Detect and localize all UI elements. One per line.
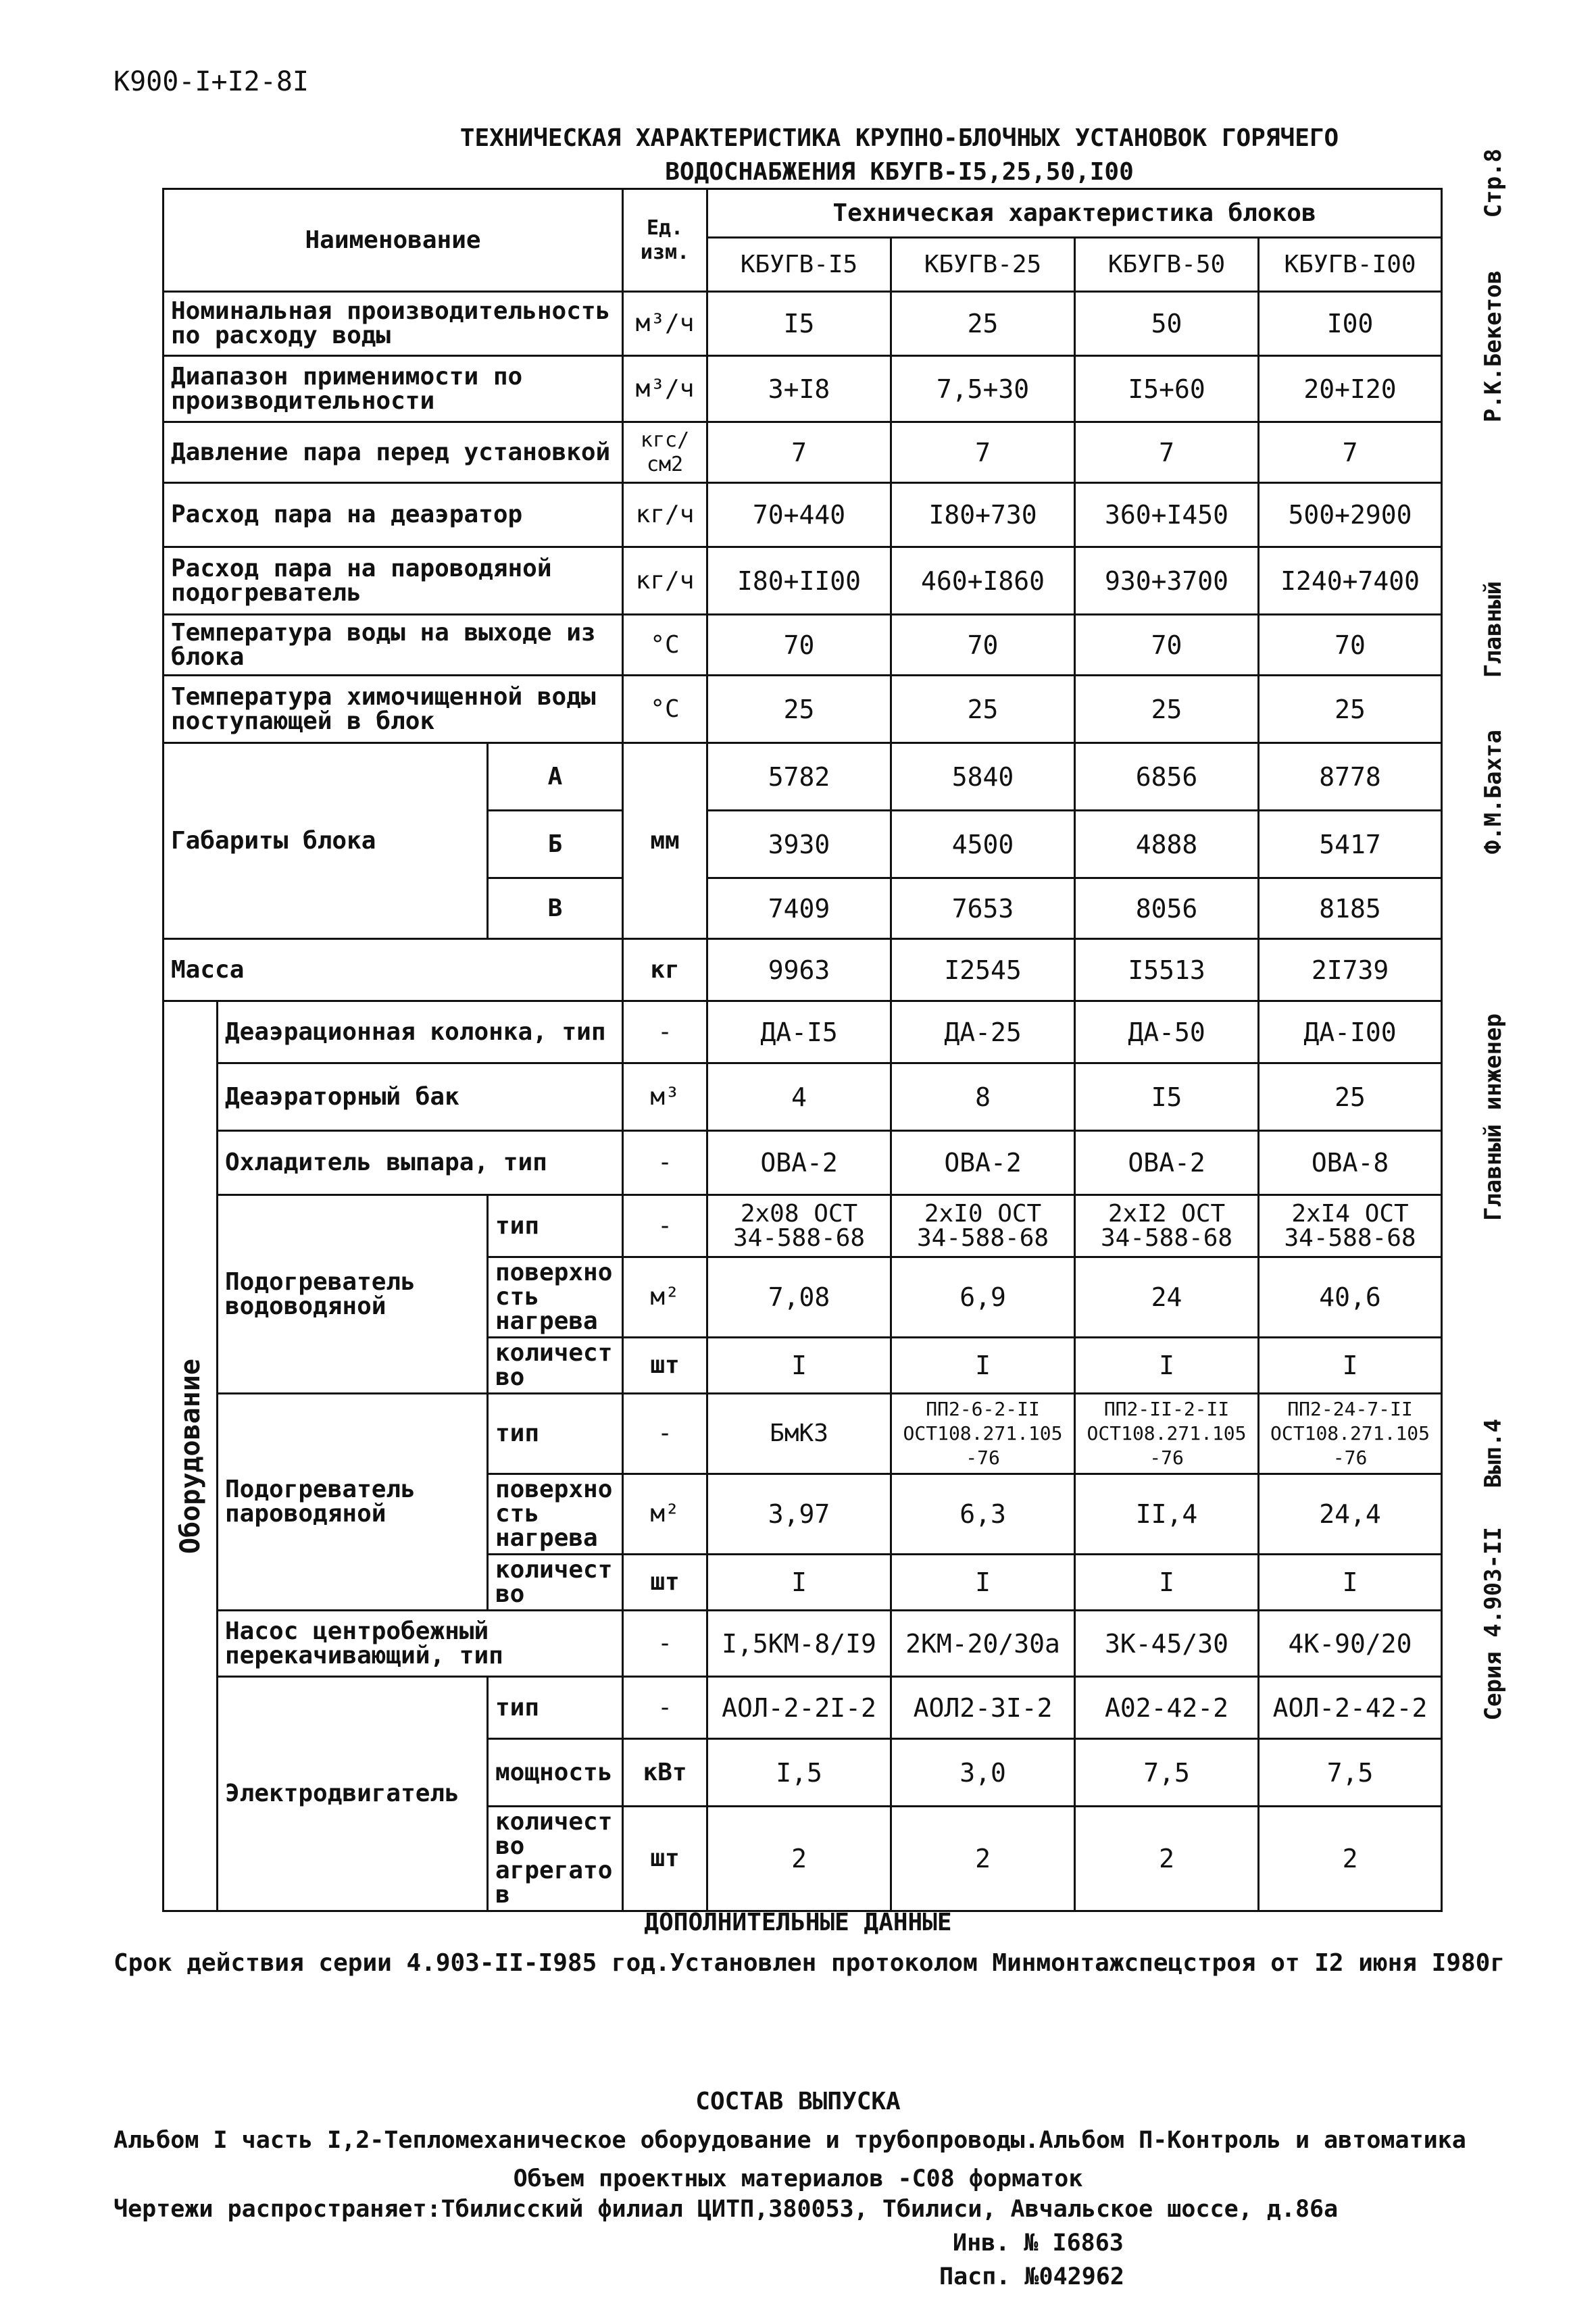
cell-value: 25 (1259, 676, 1442, 743)
row-label: Температура химочищенной воды поступающей в блок (164, 676, 623, 743)
cell-value: I5 (1075, 1063, 1259, 1131)
signer-name: Ф.М.Бахта (1480, 730, 1507, 855)
cell-value: АОЛ-2-42-2 (1259, 1677, 1442, 1739)
contents-heading: СОСТАВ ВЫПУСКА (695, 2088, 901, 2115)
cell-value: I,5КМ-8/I9 (707, 1611, 891, 1677)
contents-line1: Альбом I часть I,2-Тепломеханическое оборудование и трубопроводы.Альбом П-Контроль и автоматика (114, 2127, 1466, 2154)
series-number: Серия 4.903-II (1480, 1527, 1507, 1721)
cell-value: I5 (707, 292, 891, 356)
sub-label: поверхность нагрева (488, 1257, 623, 1338)
row-unit: - (623, 1131, 707, 1195)
cell-value: ДА-25 (891, 1001, 1075, 1063)
cell-value: 2I739 (1259, 939, 1442, 1001)
equipment-group (164, 1001, 218, 1911)
cell-value: 2хI0 ОСТ 34-588-68 (891, 1195, 1075, 1257)
cell-value: ДА-I5 (707, 1001, 891, 1063)
cell-value: I (1075, 1555, 1259, 1611)
cell-value: 5782 (707, 743, 891, 811)
row-label: Охладитель выпара, тип (218, 1131, 623, 1195)
cell-value: 360+I450 (1075, 483, 1259, 547)
dimension-label: Б (488, 811, 623, 878)
cell-value: I2545 (891, 939, 1075, 1001)
cell-value: ДА-I00 (1259, 1001, 1442, 1063)
cell-value: 6856 (1075, 743, 1259, 811)
row-unit: кг/ч (623, 483, 707, 547)
row-unit: кгс/ см2 (623, 422, 707, 483)
cell-value: 4К-90/20 (1259, 1611, 1442, 1677)
document-title-line1: ТЕХНИЧЕСКАЯ ХАРАКТЕРИСТИКА КРУПНО-БЛОЧНЫХ УСТАНОВОК ГОРЯЧЕГО (459, 124, 1339, 152)
row-unit: - (623, 1611, 707, 1677)
row-unit: кг/ч (623, 547, 707, 615)
cell-value: 8 (891, 1063, 1075, 1131)
cell-value: 8056 (1075, 878, 1259, 939)
cell-value: I (707, 1555, 891, 1611)
cell-value: 4888 (1075, 811, 1259, 878)
cell-value: 8778 (1259, 743, 1442, 811)
cell-value: 7,08 (707, 1257, 891, 1338)
row-unit: м² (623, 1257, 707, 1338)
header-model: КБУГВ-25 (891, 238, 1075, 292)
cell-value: 5417 (1259, 811, 1442, 878)
spec-table (162, 188, 1443, 1912)
sub-label: количество (488, 1338, 623, 1394)
row-unit: м³ (623, 1063, 707, 1131)
cell-value: 6,9 (891, 1257, 1075, 1338)
cell-value: 2 (891, 1807, 1075, 1911)
cell-value: 50 (1075, 292, 1259, 356)
contents-line2: Объем проектных материалов -С08 форматок (513, 2165, 1083, 2192)
row-label: Деаэраторный бак (218, 1063, 623, 1131)
row-unit: кВт (623, 1739, 707, 1807)
sub-label: поверхность нагрева (488, 1474, 623, 1555)
cell-value: ОВА-8 (1259, 1131, 1442, 1195)
cell-value: АОЛ-2-2I-2 (707, 1677, 891, 1739)
cell-value: 3,97 (707, 1474, 891, 1555)
row-unit: шт (623, 1555, 707, 1611)
header-name: Наименование (164, 189, 623, 292)
document-code: К900-I+I2-8I (114, 66, 309, 97)
cell-value: ПП2-II-2-II ОСТ108.271.105-76 (1075, 1394, 1259, 1474)
row-unit: м³/ч (623, 356, 707, 422)
row-label: Деаэрационная колонка, тип (218, 1001, 623, 1063)
row-label: Габариты блока (164, 743, 488, 939)
cell-value: ОВА-2 (707, 1131, 891, 1195)
cell-value: 2КМ-20/30а (891, 1611, 1075, 1677)
header-model: КБУГВ-I5 (707, 238, 891, 292)
row-unit: мм (623, 743, 707, 939)
row-label: Расход пара на деаэратор (164, 483, 623, 547)
row-unit: - (623, 1001, 707, 1063)
cell-value: 70 (1075, 615, 1259, 676)
cell-value: 4500 (891, 811, 1075, 878)
cell-value: ПП2-24-7-II ОСТ108.271.105-76 (1259, 1394, 1442, 1474)
cell-value: 460+I860 (891, 547, 1075, 615)
cell-value: I00 (1259, 292, 1442, 356)
cell-value: I,5 (707, 1739, 891, 1807)
cell-value: 7 (707, 422, 891, 483)
cell-value: 3К-45/30 (1075, 1611, 1259, 1677)
row-label: Диапазон применимости по производительности (164, 356, 623, 422)
cell-value: I (1259, 1338, 1442, 1394)
cell-value: 5840 (891, 743, 1075, 811)
sub-label: мощность (488, 1739, 623, 1807)
cell-value: 9963 (707, 939, 891, 1001)
row-unit: °C (623, 615, 707, 676)
cell-value: 70 (707, 615, 891, 676)
cell-value: I80+II00 (707, 547, 891, 615)
cell-value: АОЛ2-3I-2 (891, 1677, 1075, 1739)
cell-value: I5513 (1075, 939, 1259, 1001)
cell-value: 3+I8 (707, 356, 891, 422)
page-number: Стр.8 (1480, 149, 1507, 218)
row-unit: шт (623, 1338, 707, 1394)
row-unit: шт (623, 1807, 707, 1911)
row-unit: м² (623, 1474, 707, 1555)
cell-value: ДА-50 (1075, 1001, 1259, 1063)
cell-value: 70+440 (707, 483, 891, 547)
cell-value: 25 (707, 676, 891, 743)
contents-line3: Чертежи распространяет:Тбилисский филиал ЦИТП,380053, Тбилиси, Авчальское шоссе, д.86а (114, 2196, 1339, 2223)
row-label: Давление пара перед установкой (164, 422, 623, 483)
row-unit: м³/ч (623, 292, 707, 356)
additional-heading: ДОПОЛНИТЕЛЬНЫЕ ДАННЫЕ (644, 1909, 952, 1936)
cell-value: 500+2900 (1259, 483, 1442, 547)
cell-value: I80+730 (891, 483, 1075, 547)
cell-value: 7653 (891, 878, 1075, 939)
cell-value: 2х08 ОСТ 34-588-68 (707, 1195, 891, 1257)
row-label: Расход пара на пароводяной подогреватель (164, 547, 623, 615)
cell-value: I5+60 (1075, 356, 1259, 422)
cell-value: 7 (1259, 422, 1442, 483)
cell-value: 25 (1259, 1063, 1442, 1131)
cell-value: 3930 (707, 811, 891, 878)
cell-value: 2хI4 ОСТ 34-588-68 (1259, 1195, 1442, 1257)
cell-value: II,4 (1075, 1474, 1259, 1555)
header-model: КБУГВ-50 (1075, 238, 1259, 292)
cell-value: 7 (891, 422, 1075, 483)
row-label: Температура воды на выходе из блока (164, 615, 623, 676)
cell-value: 25 (891, 292, 1075, 356)
cell-value: I (891, 1555, 1075, 1611)
header-unit: Ед. изм. (623, 189, 707, 292)
cell-value: 20+I20 (1259, 356, 1442, 422)
row-unit: - (623, 1677, 707, 1739)
cell-value: I (1075, 1338, 1259, 1394)
row-label: Подогреватель водоводяной (218, 1195, 488, 1394)
cell-value: 7,5 (1075, 1739, 1259, 1807)
copy-number: Пасп. №042962 (939, 2263, 1124, 2290)
issue-number: Вып.4 (1480, 1419, 1507, 1488)
cell-value: 25 (1075, 676, 1259, 743)
sub-label: количество агрегатов (488, 1807, 623, 1911)
cell-value: 930+3700 (1075, 547, 1259, 615)
row-label: Подогреватель пароводяной (218, 1394, 488, 1611)
document-title-line2: ВОДОСНАБЖЕНИЯ КБУГВ-I5,25,50,I00 (665, 158, 1134, 186)
cell-value: 24,4 (1259, 1474, 1442, 1555)
cell-value: 25 (891, 676, 1075, 743)
additional-text: Срок действия серии 4.903-II-I985 год.Установлен протоколом Минмонтажспецстроя от I2 июня I980г (114, 1949, 1505, 1977)
cell-value: БмКЗ (707, 1394, 891, 1474)
row-unit: °C (623, 676, 707, 743)
row-label: Номинальная производительность по расходу воды (164, 292, 623, 356)
header-model: КБУГВ-I00 (1259, 238, 1442, 292)
cell-value: 2 (707, 1807, 891, 1911)
sub-label: тип (488, 1677, 623, 1739)
cell-value: А02-42-2 (1075, 1677, 1259, 1739)
sub-label: тип (488, 1195, 623, 1257)
cell-value: 6,3 (891, 1474, 1075, 1555)
cell-value: 7,5 (1259, 1739, 1442, 1807)
equipment-label: Оборудование (174, 1358, 206, 1554)
cell-value: 2хI2 ОСТ 34-588-68 (1075, 1195, 1259, 1257)
cell-value: I240+7400 (1259, 547, 1442, 615)
cell-value: I (1259, 1555, 1442, 1611)
dimension-label: А (488, 743, 623, 811)
chief-title: Главный (1480, 581, 1507, 678)
row-unit: - (623, 1195, 707, 1257)
cell-value: 40,6 (1259, 1257, 1442, 1338)
cell-value: 4 (707, 1063, 891, 1131)
cell-value: 7409 (707, 878, 891, 939)
cell-value: 24 (1075, 1257, 1259, 1338)
row-unit: кг (623, 939, 707, 1001)
row-label: Масса (164, 939, 623, 1001)
header-group: Техническая характеристика блоков (707, 189, 1442, 238)
inventory-number: Инв. № I6863 (953, 2230, 1124, 2257)
cell-value: 70 (1259, 615, 1442, 676)
row-unit: - (623, 1394, 707, 1474)
cell-value: 70 (891, 615, 1075, 676)
cell-value: 7 (1075, 422, 1259, 483)
dimension-label: В (488, 878, 623, 939)
cell-value: 3,0 (891, 1739, 1075, 1807)
cell-value: 7,5+30 (891, 356, 1075, 422)
sub-label: тип (488, 1394, 623, 1474)
cell-value: I (707, 1338, 891, 1394)
cell-value: ОВА-2 (1075, 1131, 1259, 1195)
cell-value: ОВА-2 (891, 1131, 1075, 1195)
row-label: Насос центробежный перекачивающий, тип (218, 1611, 623, 1677)
cell-value: 2 (1259, 1807, 1442, 1911)
cell-value: 2 (1075, 1807, 1259, 1911)
row-label: Электродвигатель (218, 1677, 488, 1911)
cell-value: ПП2-6-2-II ОСТ108.271.105-76 (891, 1394, 1075, 1474)
cell-value: 8185 (1259, 878, 1442, 939)
chief-engineer-title: Главный инженер (1480, 1013, 1507, 1222)
engineer-name: Р.К.Бекетов (1480, 270, 1507, 423)
sub-label: количество (488, 1555, 623, 1611)
cell-value: I (891, 1338, 1075, 1394)
